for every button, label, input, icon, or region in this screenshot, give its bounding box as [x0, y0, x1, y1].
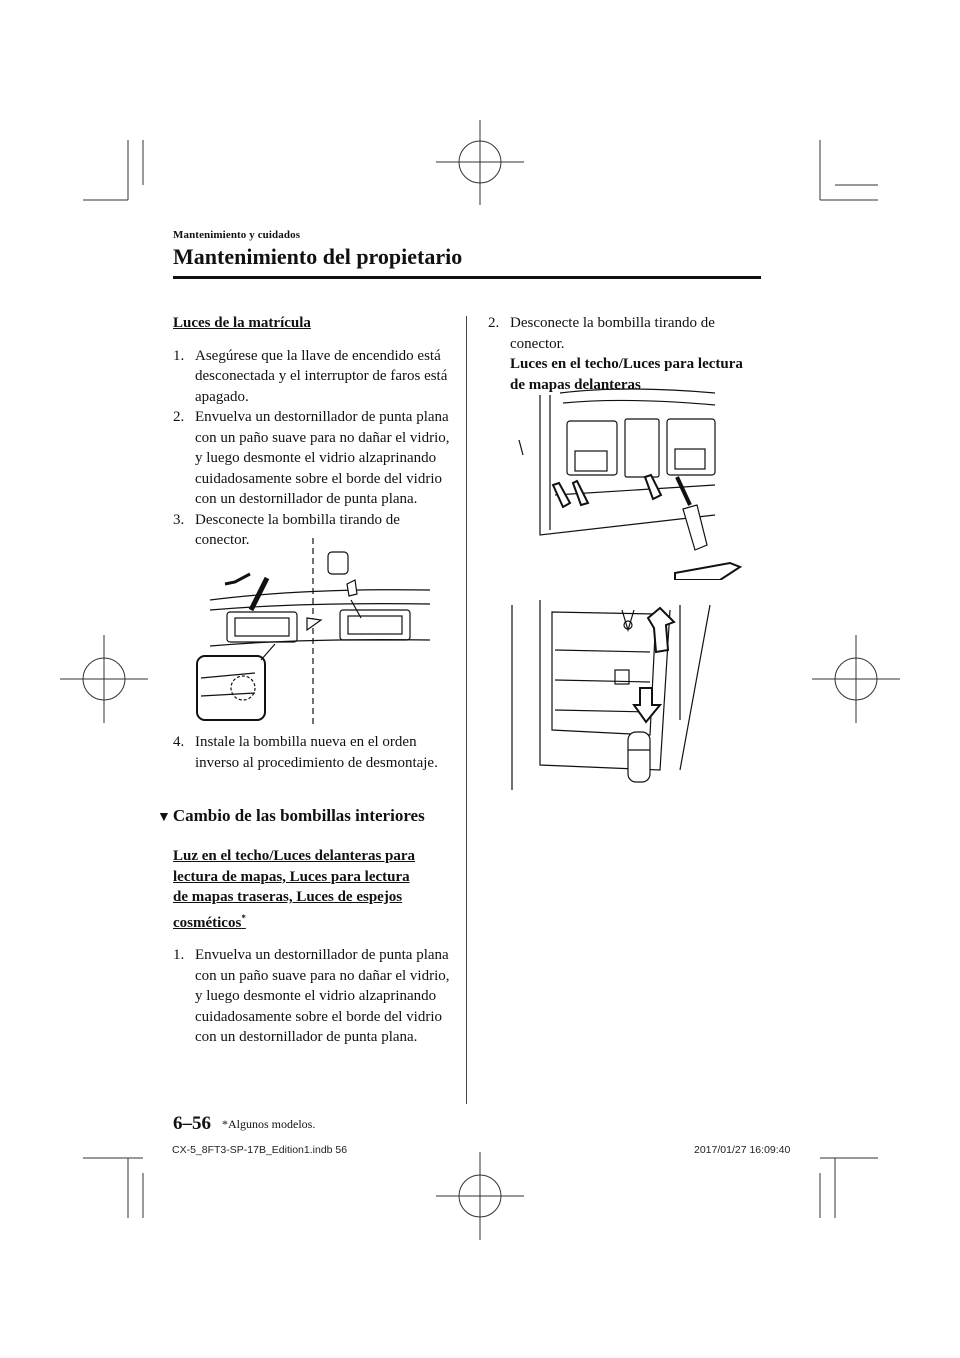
registration-mark-bottom	[436, 1152, 524, 1240]
interior-lights-section	[173, 846, 457, 1048]
registration-mark-left	[60, 635, 148, 723]
bulb-removal-illustration	[510, 600, 735, 795]
title-rule	[173, 276, 761, 279]
overhead-caption: Luces en el techo/Luces para lectura de mapas delanteras	[510, 356, 743, 393]
interior-lights-subheading: Luz en el techo/Luces delanteras para lectura de mapas, Luces para lectura de mapas traseras, Luces de espejos cosméticos*	[173, 848, 416, 931]
step4-block	[173, 732, 457, 773]
footnote: *Algunos modelos.	[222, 1117, 316, 1131]
page-number: 6–56	[173, 1113, 211, 1134]
right-steps	[488, 313, 760, 395]
section-label: Mantenimiento y cuidados	[173, 229, 301, 241]
overhead-light-illustration	[515, 385, 750, 580]
triangle-down-icon: ▼	[157, 810, 171, 825]
license-lights-section	[173, 313, 457, 551]
step-item: 2. Desconecte la bombilla tirando de conector. Luces en el techo/Luces para lectura de mapas delanteras	[488, 313, 760, 395]
interior-lights-steps	[173, 945, 457, 1048]
registration-mark-top	[436, 120, 524, 205]
step-item: 1. Asegúrese que la llave de encendido está desconectada y el interruptor de faros está apagado.	[173, 347, 448, 405]
license-light-illustration	[195, 538, 435, 724]
license-lights-subheading: Luces de la matrícula	[173, 315, 311, 331]
print-file-info: CX-5_8FT3-SP-17B_Edition1.indb 56	[172, 1144, 348, 1156]
footnote-mark: *	[241, 912, 246, 923]
interior-bulbs-heading: ▼ Cambio de las bombillas interiores	[157, 806, 425, 825]
print-timestamp: 2017/01/27 16:09:40	[694, 1144, 791, 1156]
right-column-text	[488, 313, 760, 395]
page-title: Mantenimiento del propietario	[173, 244, 463, 269]
registration-mark-right	[812, 635, 900, 723]
step-item: 1. Envuelva un destornillador de punta plana con un paño suave para no dañar el vidrio, y luego desmonte el vidrio alzaprinando cuidadosamente sobre el borde del vidrio con un destornillador de punta plana.	[173, 947, 450, 1045]
step4-list	[173, 732, 457, 773]
step-item: 3. Desconecte la bombilla tirando de conector.	[173, 511, 400, 548]
step-item: 4. Instale la bombilla nueva en el orden inverso al procedimiento de desmontaje.	[173, 734, 438, 771]
license-lights-steps	[173, 346, 457, 551]
step-item: 2. Envuelva un destornillador de punta plana con un paño suave para no dañar el vidrio, y luego desmonte el vidrio alzaprinando cuidadosamente sobre el borde del vidrio con un destornillador de punta plana.	[173, 409, 450, 507]
column-divider	[466, 316, 467, 1104]
